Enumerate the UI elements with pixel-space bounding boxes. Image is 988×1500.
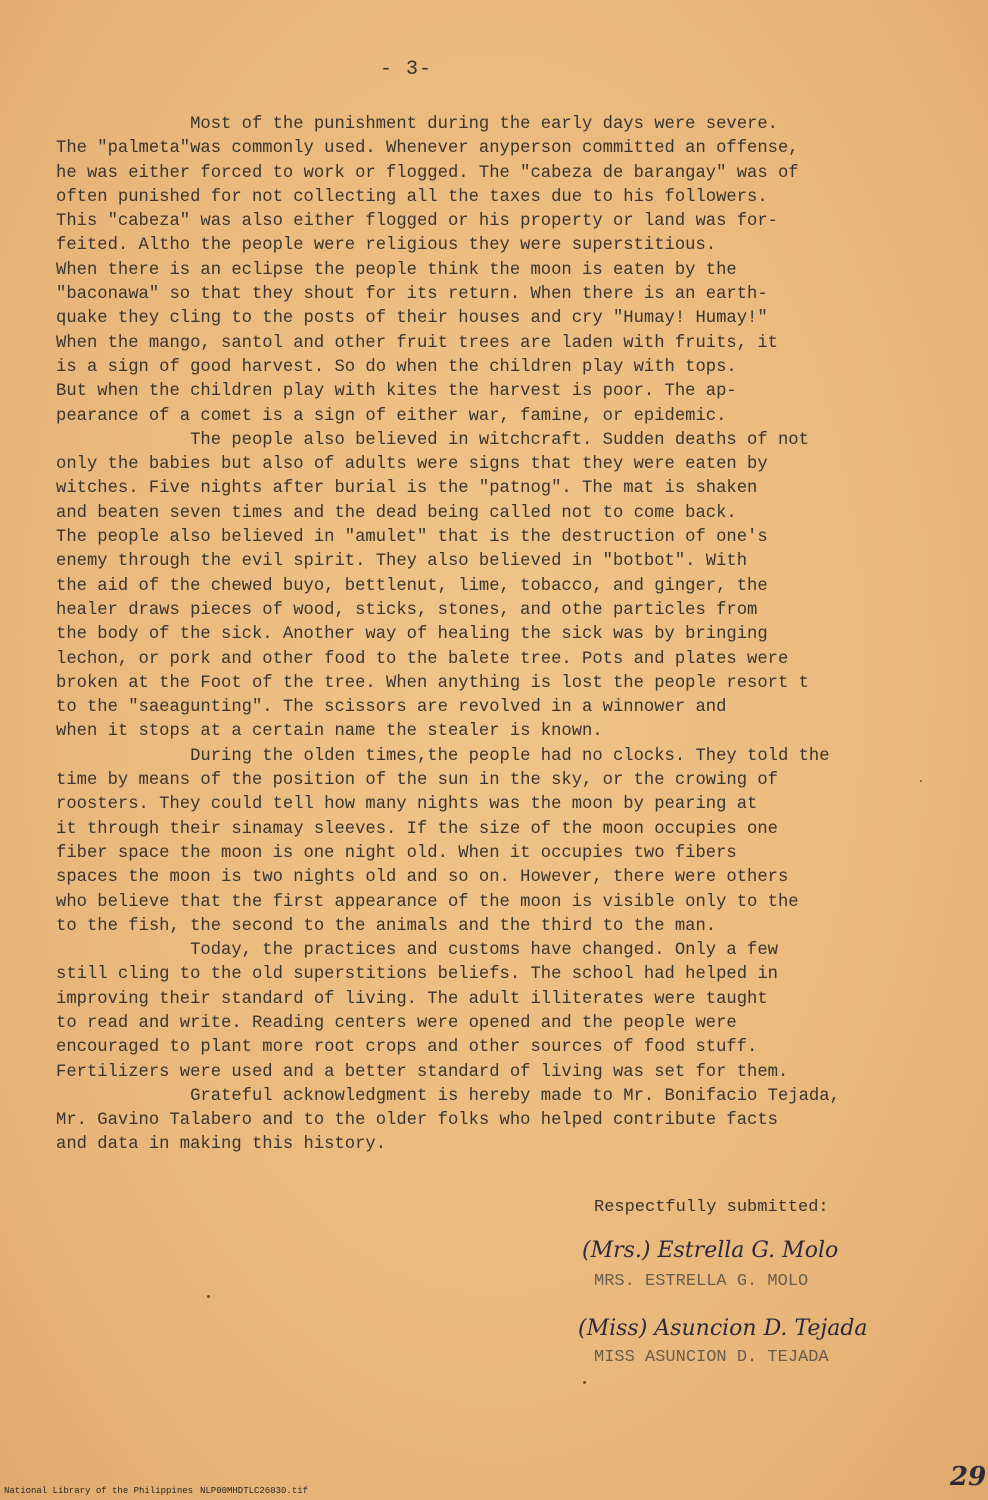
closing-phrase: Respectfully submitted:: [594, 1198, 829, 1217]
text-line: the aid of the chewed buyo, bettlenut, lime, tobacco, and ginger, the: [56, 576, 768, 596]
text-line: Today, the practices and customs have changed. Only a few: [56, 941, 778, 961]
text-line: quake they cling to the posts of their houses and cry "Humay! Humay!": [56, 309, 768, 329]
text-line: the body of the sick. Another way of healing the sick was by bringing: [56, 625, 768, 645]
text-line: fiber space the moon is one night old. When it occupies two fibers: [56, 843, 737, 863]
text-line: when it stops at a certain name the stealer is known.: [56, 722, 603, 742]
text-line: pearance of a comet is a sign of either war, famine, or epidemic.: [56, 406, 727, 426]
text-line: time by means of the position of the sun in the sky, or the crowing of: [56, 771, 778, 791]
history-body-text: [56, 113, 956, 1158]
text-line: When there is an eclipse the people think the moon is eaten by the: [56, 260, 737, 280]
text-line: "baconawa" so that they shout for its return. When there is an earth-: [56, 285, 768, 305]
text-line: But when the children play with kites the harvest is poor. The ap-: [56, 382, 737, 402]
text-line: encouraged to plant more root crops and other sources of food stuff.: [56, 1038, 758, 1058]
paper-speck: [207, 1295, 210, 1298]
text-line: When the mango, santol and other fruit trees are laden with fruits, it: [56, 333, 778, 353]
page-number: - 3-: [380, 58, 433, 81]
text-line: who believe that the first appearance of the moon is visible only to the: [56, 892, 799, 912]
text-line: healer draws pieces of wood, sticks, stones, and othe particles from: [56, 600, 758, 620]
text-line: enemy through the evil spirit. They also believed in "botbot". With: [56, 552, 748, 572]
text-line: broken at the Foot of the tree. When anything is lost the people resort t: [56, 673, 809, 693]
text-line: feited. Altho the people were religious they were superstitious.: [56, 236, 717, 256]
text-line: and data in making this history.: [56, 1135, 387, 1155]
text-line: Fertilizers were used and a better standard of living was set for them.: [56, 1062, 789, 1082]
text-line: improving their standard of living. The adult illiterates were taught: [56, 989, 768, 1009]
text-line: Most of the punishment during the early days were severe.: [56, 115, 778, 134]
text-line: Mr. Gavino Talabero and to the older folks who helped contribute facts: [56, 1111, 778, 1131]
typed-name-estrella-molo: MRS. ESTRELLA G. MOLO: [594, 1272, 809, 1291]
text-line: This "cabeza" was also either flogged or his property or land was for-: [56, 212, 778, 232]
text-line: often punished for not collecting all the taxes due to his followers.: [56, 187, 768, 207]
text-line: it through their sinamay sleeves. If the size of the moon occupies one: [56, 819, 778, 839]
text-line: roosters. They could tell how many nights was the moon by pearing at: [56, 795, 758, 815]
typed-name-asuncion-tejada: MISS ASUNCION D. TEJADA: [594, 1348, 829, 1367]
text-line: The "palmeta"was commonly used. Whenever anyperson committed an offense,: [56, 139, 799, 159]
text-line: and beaten seven times and the dead being called not to come back.: [56, 503, 737, 523]
text-line: witches. Five nights after burial is the "patnog". The mat is shaken: [56, 479, 758, 499]
footer-source: National Library of the Philippines: [4, 1486, 194, 1496]
text-line: is a sign of good harvest. So do when the children play with tops.: [56, 357, 737, 377]
text-line: to the fish, the second to the animals and the third to the man.: [56, 916, 717, 936]
text-line: During the olden times,the people had no clocks. They told the: [56, 746, 830, 766]
text-line: spaces the moon is two nights old and so on. However, there were others: [56, 868, 789, 888]
text-line: The people also believed in "amulet" that is the destruction of one's: [56, 528, 768, 548]
paper-speck: [920, 780, 922, 782]
footer-filename: NLP00MHDTLC26030.tif: [200, 1486, 309, 1496]
text-line: to read and write. Reading centers were opened and the people were: [56, 1013, 737, 1033]
text-line: Grateful acknowledgment is hereby made to Mr. Bonifacio Tejada,: [56, 1086, 840, 1106]
text-line: only the babies but also of adults were signs that they were eaten by: [56, 455, 768, 475]
text-line: lechon, or pork and other food to the balete tree. Pots and plates were: [56, 649, 789, 669]
text-line: still cling to the old superstitions beliefs. The school had helped in: [56, 965, 778, 985]
text-line: he was either forced to work or flogged. The "cabeza de barangay" was of: [56, 163, 799, 183]
text-line: The people also believed in witchcraft. Sudden deaths of not: [56, 430, 809, 450]
signature-asuncion-tejada: (Miss) Asuncion D. Tejada: [578, 1316, 868, 1341]
signature-estrella-molo: (Mrs.) Estrella G. Molo: [582, 1238, 839, 1263]
text-line: to the "saeagunting". The scissors are revolved in a winnower and: [56, 698, 727, 718]
folio-number: 29: [950, 1462, 987, 1492]
paper-speck: [583, 1381, 586, 1384]
